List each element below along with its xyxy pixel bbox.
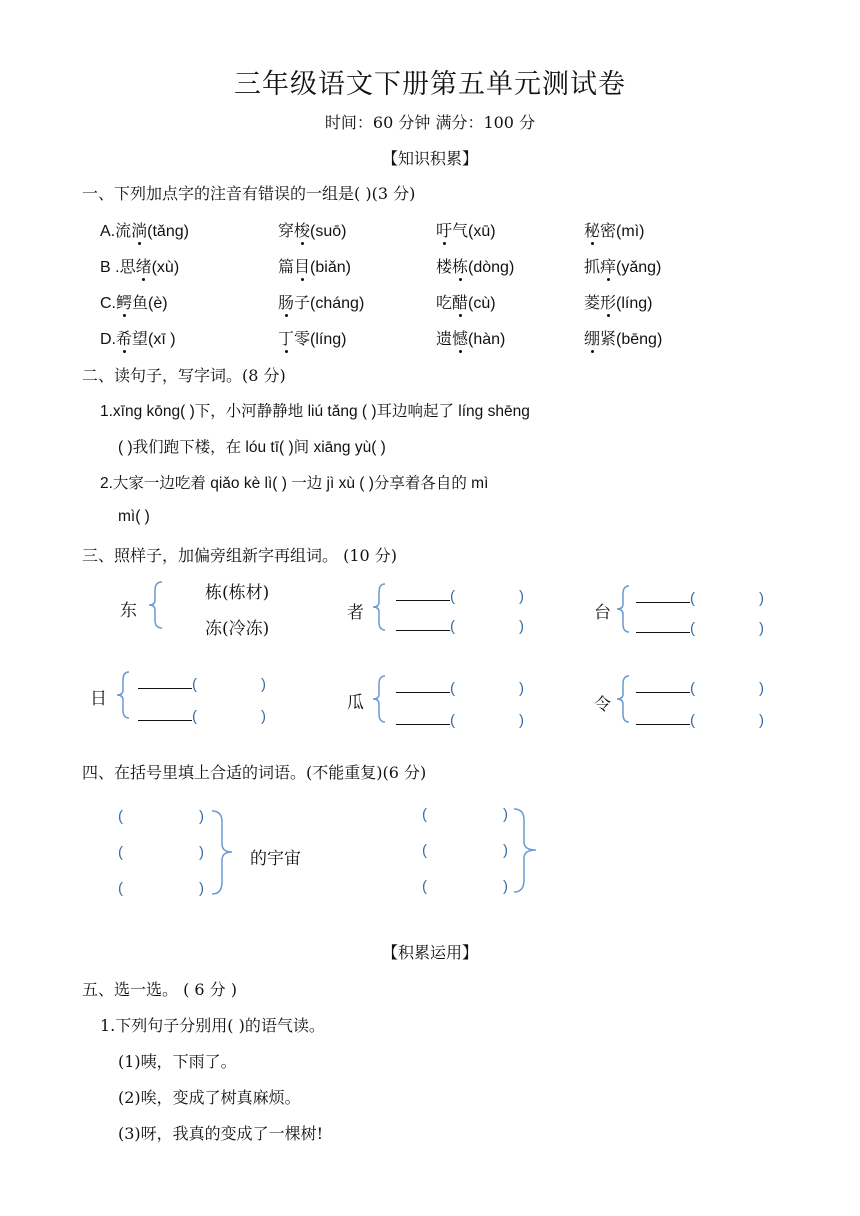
q1-pinyin: (xù) (151, 259, 180, 276)
q3-example-line-2: 冻(冷冻) (205, 619, 270, 639)
q1-dotted-char: 丁 (278, 326, 294, 349)
q4-left-suffix: 的宇宙 (250, 849, 301, 869)
q1-option (584, 326, 662, 349)
q1-option (584, 290, 652, 313)
q1-word-part: 气 (452, 221, 469, 240)
q3-paren-close: ) (759, 680, 764, 697)
q4-answer-slot[interactable] (422, 876, 508, 895)
section-heading-application: 【积累运用】 (381, 943, 478, 962)
q1-dotted-char: 栋 (452, 254, 468, 277)
q4-paren-open: ( (118, 880, 123, 897)
q1-word-part: 菱 (584, 293, 601, 312)
q3-paren-open: ( (690, 680, 695, 697)
q3-paren-open: ( (690, 620, 695, 637)
q4-answer-slot[interactable] (118, 878, 204, 897)
question-1-prompt: 一、下列加点字的注音有错误的一组是( )(3 分) (82, 184, 416, 203)
q3-answer-blank[interactable] (636, 710, 764, 729)
q4-paren-close: ) (199, 808, 204, 825)
q3-answer-blank[interactable] (138, 674, 266, 693)
q1-option (436, 290, 496, 313)
q1-dotted-char: 吁 (436, 218, 452, 241)
section-heading-knowledge: 【知识积累】 (381, 149, 478, 168)
q4-paren-open: ( (118, 808, 123, 825)
q1-dotted-char: 秘 (584, 218, 600, 241)
q3-root-char: 令 (594, 695, 611, 715)
q4-answer-slot[interactable] (422, 840, 508, 859)
q1-option (278, 218, 346, 241)
q1-option (100, 290, 168, 313)
q1-word-part: 穿 (278, 221, 295, 240)
q3-brace (114, 670, 134, 720)
q1-option (278, 254, 351, 277)
q3-underline[interactable] (636, 678, 690, 693)
q1-dotted-char: 形 (600, 290, 616, 313)
q4-answer-slot[interactable] (422, 804, 508, 823)
q1-dotted-char: 憾 (452, 326, 468, 349)
q1-word-part: 篇 (278, 257, 295, 276)
q1-word-part: 紧 (600, 329, 617, 348)
q4-paren-open: ( (422, 842, 427, 859)
q3-paren-close: ) (519, 618, 524, 635)
q3-paren-close: ) (261, 708, 266, 725)
q1-dotted-char: 醋 (452, 290, 468, 313)
q1-pinyin: (hàn) (468, 331, 506, 348)
q1-pinyin: (cháng) (310, 295, 365, 312)
q1-pinyin: (yǎng) (616, 259, 662, 276)
q3-underline[interactable] (396, 616, 450, 631)
q1-option-label: D. (100, 331, 116, 348)
q3-root-char: 瓜 (347, 693, 364, 713)
q1-word-part: 鱼 (132, 293, 149, 312)
q3-example-line-1: 栋(栋材) (205, 583, 270, 603)
question-2-line-1: 1.xīng kōng( )下，小河静静地 liú tǎng ( )耳边响起了 líng shēng (100, 403, 530, 420)
q3-paren-open: ( (450, 680, 455, 697)
q3-answer-blank[interactable] (636, 618, 764, 637)
q1-pinyin: (biǎn) (310, 259, 351, 276)
question-5-sub-1: 1.下列句子分别用( )的语气读。 (100, 1016, 325, 1035)
q3-answer-blank[interactable] (396, 616, 524, 635)
q3-paren-open: ( (450, 618, 455, 635)
q1-dotted-char: 肠 (278, 290, 294, 313)
q1-dotted-char: 痒 (600, 254, 616, 277)
q1-word-part: 零 (294, 329, 311, 348)
q3-answer-blank[interactable] (636, 588, 764, 607)
q3-root-char: 台 (594, 603, 611, 623)
q1-word-part: 抓 (584, 257, 601, 276)
q1-pinyin: (suō) (310, 223, 347, 240)
page-title: 三年级语文下册第五单元测试卷 (234, 69, 626, 100)
q3-paren-open: ( (192, 676, 197, 693)
q1-dotted-char: 绪 (136, 254, 152, 277)
q1-dotted-char: 梭 (294, 218, 310, 241)
q4-answer-slot[interactable] (118, 806, 204, 825)
q3-paren-open: ( (450, 588, 455, 605)
q1-dotted-char: 鳄 (116, 290, 132, 313)
q4-paren-open: ( (118, 844, 123, 861)
q1-pinyin: (cù) (468, 295, 496, 312)
q3-underline[interactable] (636, 618, 690, 633)
q1-option (436, 254, 514, 277)
q1-pinyin: (líng) (310, 331, 347, 348)
q1-pinyin: (mì) (616, 223, 645, 240)
q3-brace (370, 582, 390, 632)
q3-underline[interactable] (396, 710, 450, 725)
q3-paren-open: ( (450, 712, 455, 729)
q4-paren-close: ) (503, 842, 508, 859)
time-score-info: 时间：60 分钟 满分：100 分 (324, 113, 536, 132)
q3-answer-blank[interactable] (138, 706, 266, 725)
q4-paren-close: ) (199, 844, 204, 861)
q4-paren-close: ) (503, 878, 508, 895)
q3-underline[interactable] (636, 710, 690, 725)
q1-option (436, 218, 496, 241)
q3-answer-blank[interactable] (396, 710, 524, 729)
q3-paren-close: ) (519, 588, 524, 605)
q1-option-label: A. (100, 223, 116, 240)
q1-dotted-char: 淌 (131, 218, 147, 241)
q4-paren-close: ) (199, 880, 204, 897)
q3-underline[interactable] (636, 588, 690, 603)
q3-paren-close: ) (261, 676, 266, 693)
q4-answer-slot[interactable] (118, 842, 204, 861)
q3-paren-close: ) (519, 712, 524, 729)
question-5-item-3: (3)呀，我真的变成了一棵树! (118, 1124, 324, 1143)
q1-option (584, 218, 644, 241)
q1-word-part: 楼 (436, 257, 453, 276)
q3-paren-open: ( (192, 708, 197, 725)
q3-brace (614, 584, 634, 634)
q1-dotted-char: 希 (116, 326, 132, 349)
question-2-line-2: ( )我们跑下楼，在 lóu tī( )间 xiāng yù( ) (118, 439, 386, 456)
q3-root-char: 日 (90, 689, 107, 709)
q1-option (100, 218, 189, 241)
q1-option (100, 254, 179, 277)
q1-option (436, 326, 505, 349)
q1-option (278, 326, 346, 349)
q3-paren-close: ) (759, 712, 764, 729)
q1-word-part: 子 (294, 293, 311, 312)
q3-underline[interactable] (138, 674, 192, 689)
q3-brace (370, 674, 390, 724)
question-5-item-2: (2)唉，变成了树真麻烦。 (118, 1088, 301, 1107)
q3-underline[interactable] (396, 586, 450, 601)
q3-paren-close: ) (759, 590, 764, 607)
q3-underline[interactable] (396, 678, 450, 693)
q3-root-char: 者 (347, 603, 364, 623)
q1-option-label: B . (100, 259, 120, 276)
q1-pinyin: (xī ) (148, 331, 176, 348)
q3-paren-close: ) (759, 620, 764, 637)
question-5-item-1: (1)咦，下雨了。 (118, 1052, 237, 1071)
q3-example-brace (146, 580, 168, 630)
q1-word-part: 流 (115, 221, 132, 240)
q4-paren-close: ) (503, 806, 508, 823)
q1-pinyin: (dòng) (468, 259, 515, 276)
q1-word-part: 思 (119, 257, 136, 276)
q3-answer-blank[interactable] (636, 678, 764, 697)
q4-paren-open: ( (422, 806, 427, 823)
q3-paren-close: ) (519, 680, 524, 697)
q1-option (584, 254, 661, 277)
q1-word-part: 吃 (436, 293, 453, 312)
question-2-line-3: 2.大家一边吃着 qiǎo kè lì( ) 一边 jì xù ( )分享着各自的 mì (100, 475, 489, 492)
q1-option (100, 326, 176, 349)
q1-option (278, 290, 364, 313)
q1-word-part: 遗 (436, 329, 453, 348)
q4-right-brace (512, 806, 542, 896)
question-2-line-4: mì( ) (118, 508, 150, 525)
q1-pinyin: (líng) (616, 295, 653, 312)
question-2-prompt: 二、读句子，写字词。(8 分) (82, 366, 286, 385)
q1-pinyin: (xū) (468, 223, 496, 240)
question-5-prompt: 五、选一选。 ( 6 分 ) (82, 980, 238, 999)
q1-word-part: 望 (132, 329, 149, 348)
q3-answer-blank[interactable] (396, 586, 524, 605)
q1-option-label: C. (100, 295, 116, 312)
q3-paren-open: ( (690, 712, 695, 729)
q3-answer-blank[interactable] (396, 678, 524, 697)
q3-brace (614, 674, 634, 724)
q4-left-brace (210, 808, 240, 898)
q1-dotted-char: 绷 (584, 326, 600, 349)
q1-pinyin: (è) (148, 295, 168, 312)
q3-example-root: 东 (120, 601, 137, 621)
question-3-prompt: 三、照样子，加偏旁组新字再组词。 (10 分) (82, 546, 398, 565)
q4-paren-open: ( (422, 878, 427, 895)
q3-underline[interactable] (138, 706, 192, 721)
q1-dotted-char: 目 (294, 254, 310, 277)
q3-paren-open: ( (690, 590, 695, 607)
q1-pinyin: (bēng) (616, 331, 663, 348)
question-4-prompt: 四、在括号里填上合适的词语。(不能重复)(6 分) (82, 763, 427, 782)
q1-word-part: 密 (600, 221, 617, 240)
q1-pinyin: (tǎng) (147, 223, 189, 240)
